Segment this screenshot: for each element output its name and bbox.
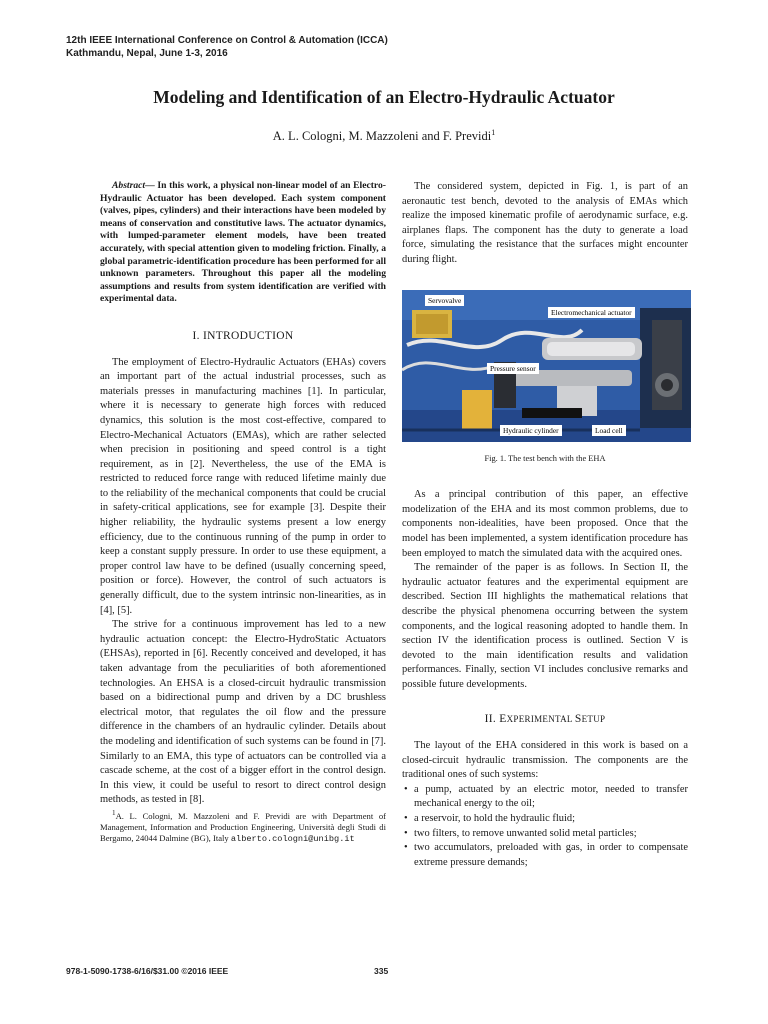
label-pressure-sensor: Pressure sensor bbox=[487, 363, 539, 374]
left-column bbox=[100, 180, 386, 845]
abstract-text: In this work, a physical non-linear model of an Electro-Hydraulic Actuator has been developed. Each system component (valves, pipes, cylinders) and their interactions have been modeled by means of conservation and constitutive laws. The actuator dynamics, with lumped-parameter element models, have been treated accurately, with special attention given to modeling friction. Finally, a global parametric-identification procedure has been performed for all unknown parameters. Throughout this paper all the modeling assumptions and results from system identification are verified with experimental data. bbox=[100, 180, 386, 305]
intro-paragraph-2: The strive for a continuous improvement has led to a new hydraulic actuation concept: the Electro-HydroStatic Actuators (EHSAs), reported in [6]. Recently conceived and developed, it has taken advantage from the peculiarities of both aforementioned technologies. An EHSA is a closed-circuit hydraulic transmission based on a bidirectional pump and driven by a DC brushless electrical motor, that regulates the oil flow and the pressure difference in the chambers of an hydraulic cylinder. Details about the modeling and identification of such systems can be found in [7]. Similarly to an EMA, this type of actuators can be controlled via a cascade scheme, at the cost of a bigger effort in the control design. In this view, it could be useful to resort to direct control design methods, as tested in [8]. bbox=[100, 619, 386, 806]
section-heading-introduction: I. INTRODUCTION bbox=[192, 329, 294, 342]
author-footnote-mark: 1 bbox=[491, 128, 496, 137]
contribution-paragraph: As a principal contribution of this paper, an effective modelization of the EHA and its most common problems, due to components non-idealities, have been proposed. Once that the model has been implemented, a system identification procedure has been employed to match the simulated data with the acquired ones. bbox=[402, 489, 688, 559]
conference-header bbox=[66, 34, 388, 60]
label-servovalve: Servovalve bbox=[425, 295, 464, 306]
list-item: • two accumulators, preloaded with gas, in order to compensate extreme pressure demands; bbox=[402, 841, 688, 870]
test-bench-photo bbox=[402, 290, 691, 442]
list-item: • a pump, actuated by an electric motor, needed to transfer mechanical energy to the oil; bbox=[402, 783, 688, 812]
list-item: • two filters, to remove unwanted solid metal particles; bbox=[402, 827, 688, 842]
system-description-paragraph: The considered system, depicted in Fig. 1, is part of an aeronautic test bench, devoted to the analysis of EMAs which realize the imposed kinematic profile of aerodynamic surface, e.g. airplanes flaps. The component has the duty to generate a load force, simulating the resistance that the surfaces might encounter during flight. bbox=[402, 181, 688, 265]
abstract-dash: — bbox=[145, 180, 158, 191]
figure-caption: Fig. 1. The test bench with the EHA bbox=[484, 453, 606, 463]
list-item: • a reservoir, to hold the hydraulic fluid; bbox=[402, 812, 688, 827]
label-load-cell: Load cell bbox=[592, 425, 626, 436]
label-electromechanical-actuator: Electromechanical actuator bbox=[548, 307, 635, 318]
abstract bbox=[100, 180, 386, 306]
component-list bbox=[402, 783, 688, 871]
author-email: alberto.cologni@unibg.it bbox=[230, 833, 355, 844]
conference-name: 12th IEEE International Conference on Control & Automation (ICCA) bbox=[66, 35, 388, 46]
section-heading-experimental-setup: II. EXPERIMENTAL SETUP bbox=[484, 713, 606, 726]
intro-paragraph-1: The employment of Electro-Hydraulic Actuators (EHAs) covers an important part of the actual industrial processes, such as materials presses in manufacturing machines [1]. In particular, where it is necessary to generate high forces with reduced dynamics, this solution is the most cost-effective, compared to Electro-Mechanical Actuators (EMAs), which are rather selected when precision in positioning and speed control is a tight requirement, as in [2]. Nevertheless, the use of the EMA is restricted to reduced force range with reduced lifetime mainly due to the reliability of the mechanical components that could be crucial in safety-critical applications, see for example [3]. Despite their higher reliability, the hydraulic systems present a low energy efficiency, due to the continuous running of the pump in order to keep a constant supply pressure. In order to use these equipment, a proper control law have to be defined (usually concerning speed, position or force). However, the control of such actuators is generally difficult, due to the system intrinsic non-linearities, as in [4], [5]. bbox=[100, 356, 386, 616]
paper-title: Modeling and Identification of an Electro-Hydraulic Actuator bbox=[153, 87, 615, 107]
footnote-text: A. L. Cologni, M. Mazzoleni and F. Previdi are with Department of Management, Information and Production Engineering, Università degli Studi di Bergamo, 24044 Dalmine (BG), Italy bbox=[100, 810, 386, 843]
footnote-mark: 1 bbox=[112, 808, 116, 817]
page-number: 335 bbox=[374, 966, 389, 976]
label-hydraulic-cylinder: Hydraulic cylinder bbox=[500, 425, 562, 436]
paper-authors bbox=[0, 128, 768, 144]
outline-paragraph: The remainder of the paper is as follows. In Section II, the hydraulic actuator features and the experimental equipment are described. Section III highlights the mathematical relations that describe the physical phenomena occurring between the system components, and the logical reasoning adopted to handle them. In section IV the identification process is outlined. Section V is devoted to the main identification results and validation performances. Finally, section VI includes conclusive remarks and possible future developments. bbox=[402, 562, 688, 690]
abstract-lead: Abstract bbox=[112, 180, 146, 191]
author-names: A. L. Cologni, M. Mazzoleni and F. Previdi bbox=[272, 129, 492, 144]
right-column bbox=[402, 180, 688, 870]
conference-location: Kathmandu, Nepal, June 1-3, 2016 bbox=[66, 48, 228, 59]
setup-paragraph: The layout of the EHA considered in this work is based on a closed-circuit hydraulic transmission. The components are the traditional ones of such systems: bbox=[402, 740, 688, 781]
isbn-footer: 978-1-5090-1738-6/16/$31.00 ©2016 IEEE bbox=[66, 966, 229, 976]
affiliation-footnote bbox=[100, 808, 386, 845]
